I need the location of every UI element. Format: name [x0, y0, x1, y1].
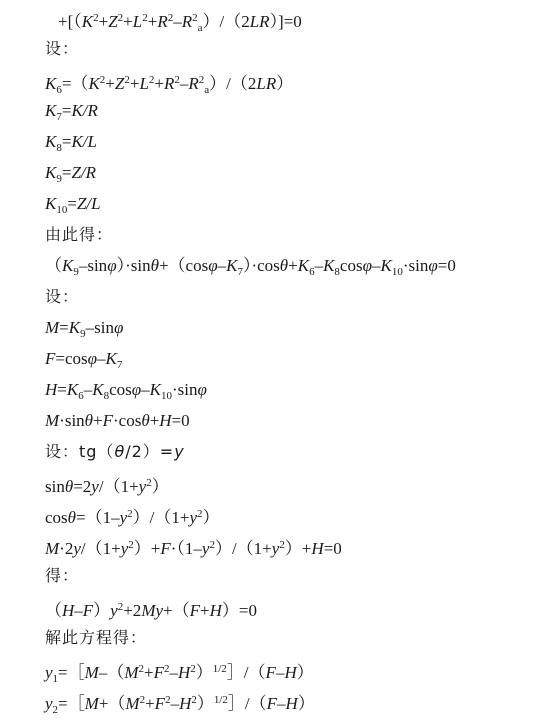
superscript: 2	[174, 74, 180, 86]
text-segment: ·sin	[59, 411, 85, 430]
subscript: 10	[160, 390, 172, 402]
math-variable: Z	[114, 74, 125, 93]
math-variable: θ	[279, 256, 289, 275]
superscript: 2	[192, 12, 198, 24]
text-segment: +（	[98, 694, 126, 713]
superscript: 2	[198, 74, 205, 86]
text-segment: （	[45, 256, 62, 275]
math-variable: K	[62, 256, 74, 275]
text-segment: =［	[58, 663, 85, 682]
text-segment: =	[59, 318, 69, 337]
text-segment: ）	[151, 477, 169, 496]
text-segment: –	[314, 256, 324, 275]
math-variable: Z/L	[76, 194, 101, 213]
text-segment: =	[61, 101, 72, 120]
superscript: 2	[138, 663, 144, 675]
text-segment: –	[217, 256, 227, 275]
superscript: 2	[197, 508, 203, 520]
equation-line	[45, 380, 207, 406]
superscript: 2	[124, 74, 130, 86]
text-segment: 解此方程得：	[45, 628, 148, 647]
math-variable: K	[45, 194, 57, 213]
text-segment: =（	[61, 74, 89, 93]
text-segment: +	[129, 74, 140, 93]
text-segment: ）	[195, 663, 213, 682]
math-variable: H	[284, 663, 297, 682]
math-variable: K	[45, 74, 57, 93]
superscript: 2	[163, 663, 170, 675]
text-line	[45, 287, 79, 307]
subscript: 6	[56, 84, 62, 96]
math-variable: My	[141, 601, 164, 620]
subscript: 2	[52, 704, 59, 716]
math-variable: F	[160, 539, 171, 558]
math-variable: φ	[113, 318, 124, 337]
text-segment: ）·cos	[242, 256, 280, 275]
subscript: 6	[309, 266, 315, 278]
superscript: 2	[146, 477, 152, 489]
superscript: 2	[139, 694, 146, 706]
text-segment: ·sin	[171, 380, 198, 399]
math-variable: M	[45, 539, 60, 558]
text-segment: +2	[123, 601, 142, 620]
superscript: 2	[99, 74, 106, 86]
math-variable: K	[105, 349, 117, 368]
superscript: 2	[190, 663, 196, 675]
subscript: 7	[56, 111, 62, 123]
text-segment: =	[67, 194, 77, 213]
math-variable: θ	[64, 477, 74, 496]
text-segment: ）	[276, 74, 294, 93]
math-variable: M	[45, 318, 60, 337]
math-variable: H	[311, 539, 324, 558]
text-segment: （	[45, 601, 62, 620]
text-segment: ）/（1+	[214, 539, 272, 558]
text-segment: +[（	[58, 12, 82, 31]
superscript: 2	[142, 12, 148, 24]
math-variable: H	[285, 694, 298, 713]
text-segment: =	[57, 380, 67, 399]
text-segment: –sin	[85, 318, 114, 337]
text-segment: +	[123, 12, 133, 31]
math-variable: L	[139, 74, 149, 93]
math-variable: K	[149, 380, 161, 399]
math-variable: K	[88, 74, 100, 93]
equation-line	[45, 473, 169, 497]
math-variable: y	[110, 601, 118, 620]
math-variable: R	[164, 74, 175, 93]
math-variable: φ	[131, 380, 142, 399]
text-line	[45, 39, 79, 59]
superscript: 2	[191, 694, 197, 706]
text-segment: 设：	[45, 287, 80, 306]
math-variable: K	[45, 163, 57, 182]
superscript: 2	[117, 12, 124, 24]
math-variable: K	[66, 380, 79, 399]
equation-line	[45, 132, 97, 158]
text-segment: –	[277, 694, 286, 713]
math-variable: M	[84, 694, 99, 713]
superscript: 2	[167, 12, 174, 24]
equation-line	[45, 256, 456, 282]
math-variable: θ	[150, 256, 159, 275]
text-segment: cos	[109, 380, 132, 399]
text-segment: ）	[196, 694, 214, 713]
math-variable: Z	[108, 12, 118, 31]
math-variable: y	[120, 539, 129, 558]
text-segment: ）	[296, 663, 314, 682]
math-variable: H	[179, 694, 192, 713]
superscript: 2	[165, 694, 171, 706]
math-variable: K	[297, 256, 310, 275]
math-variable: K	[81, 12, 94, 31]
text-segment: ·cos	[113, 411, 142, 430]
subscript: 9	[56, 173, 62, 185]
text-segment: /（1+	[98, 477, 139, 496]
subscript: a	[204, 84, 210, 96]
math-variable: φ	[362, 256, 372, 275]
subscript: 6	[78, 390, 84, 402]
text-segment: –	[170, 694, 180, 713]
superscript: 1/2	[212, 663, 227, 675]
text-segment: –	[179, 74, 189, 93]
text-segment: +	[147, 12, 158, 31]
text-segment: –	[97, 349, 106, 368]
math-variable: R	[188, 74, 199, 93]
math-variable: K/L	[71, 132, 97, 151]
equation-line	[45, 659, 314, 689]
equation-line	[45, 411, 190, 431]
text-segment: +	[143, 663, 154, 682]
math-variable: y	[174, 442, 185, 461]
text-segment: =0	[323, 539, 342, 558]
text-segment: =0	[437, 256, 456, 275]
math-variable: φ	[208, 256, 218, 275]
subscript: a	[197, 22, 203, 34]
text-segment: +	[149, 411, 160, 430]
superscript: 2	[279, 539, 285, 551]
text-line	[45, 442, 185, 462]
text-line	[45, 566, 79, 586]
equation-line	[45, 101, 98, 127]
equation-line	[45, 163, 96, 189]
text-segment: –	[83, 380, 93, 399]
math-variable: K	[45, 101, 57, 120]
text-segment: +	[200, 601, 210, 620]
text-segment: –	[169, 663, 178, 682]
text-segment: ）+	[133, 539, 161, 558]
math-variable: φ	[197, 380, 207, 399]
math-variable: y	[271, 539, 280, 558]
math-variable: F	[153, 663, 164, 682]
equation-line	[45, 504, 220, 528]
math-variable: F	[265, 663, 276, 682]
text-segment: 得：	[45, 566, 80, 585]
subscript: 9	[80, 328, 86, 340]
text-segment: =	[61, 132, 72, 151]
superscript: 2	[209, 539, 215, 551]
equation-line	[45, 690, 315, 720]
superscript: 2	[117, 601, 124, 613]
superscript: 2	[93, 12, 99, 24]
text-segment: –	[372, 256, 381, 275]
text-segment: =cos	[55, 349, 88, 368]
text-segment: =（1–	[76, 508, 120, 527]
equation-line	[58, 8, 302, 38]
text-segment: cos	[45, 508, 68, 527]
text-segment: ·2	[59, 539, 74, 558]
math-variable: K	[380, 256, 392, 275]
math-variable: θ	[84, 411, 94, 430]
math-variable: F	[82, 601, 94, 620]
math-variable: H	[159, 411, 172, 430]
text-segment: +（cos	[158, 256, 209, 275]
text-segment: ·sin	[402, 256, 429, 275]
text-segment: –	[275, 663, 285, 682]
text-segment: /（1+	[80, 539, 121, 558]
math-variable: φ	[428, 256, 438, 275]
subscript: 8	[334, 266, 340, 278]
equation-line	[45, 70, 293, 100]
text-segment: +	[145, 694, 155, 713]
math-variable: y	[73, 539, 81, 558]
text-segment: –sin	[78, 256, 108, 275]
subscript: 8	[103, 390, 110, 402]
text-segment: +	[93, 411, 103, 430]
superscript: 2	[148, 74, 155, 86]
subscript: 1	[52, 673, 59, 685]
math-variable: L	[132, 12, 143, 31]
math-variable: H	[177, 663, 191, 682]
text-segment: ）·sin	[116, 256, 151, 275]
text-segment: ）+	[284, 539, 312, 558]
text-segment: +	[154, 74, 164, 93]
math-variable: K	[68, 318, 81, 337]
text-segment: +	[105, 74, 115, 93]
math-variable: y	[138, 477, 147, 496]
math-variable: M	[125, 694, 140, 713]
subscript: 10	[56, 204, 68, 216]
subscript: 9	[73, 266, 79, 278]
math-variable: K/R	[71, 101, 98, 120]
math-variable: y	[45, 694, 53, 713]
superscript: 1/2	[213, 694, 228, 706]
equation-line	[45, 535, 342, 559]
math-variable: K	[45, 132, 57, 151]
math-variable: θ	[114, 442, 126, 461]
text-segment: ）/（2	[209, 74, 257, 93]
superscript: 2	[128, 539, 134, 551]
text-segment: ）	[93, 601, 111, 620]
subscript: 10	[391, 266, 403, 278]
text-segment: =［	[58, 694, 85, 713]
text-line	[45, 225, 113, 245]
math-variable: F	[45, 349, 56, 368]
text-segment: =	[61, 163, 72, 182]
math-variable: y	[189, 508, 198, 527]
math-variable: M	[124, 663, 139, 682]
text-segment: ）	[297, 694, 315, 713]
math-variable: φ	[87, 349, 98, 368]
subscript: 7	[237, 266, 243, 278]
text-segment: sin	[45, 477, 65, 496]
text-segment: /2）=	[125, 442, 175, 461]
math-variable: R	[181, 12, 193, 31]
math-variable: K	[92, 380, 104, 399]
subscript: 8	[56, 142, 62, 154]
math-variable: θ	[67, 508, 77, 527]
math-variable: LR	[249, 12, 270, 31]
math-variable: K	[226, 256, 238, 275]
math-variable: F	[102, 411, 114, 430]
math-variable: H	[209, 601, 222, 620]
text-segment: +	[98, 12, 109, 31]
superscript: 2	[127, 508, 133, 520]
text-segment: ）/（1+	[132, 508, 190, 527]
math-variable: y	[45, 663, 53, 682]
math-variable: H	[45, 380, 58, 399]
text-segment: –	[141, 380, 150, 399]
text-segment: +	[288, 256, 298, 275]
text-segment: –	[74, 601, 83, 620]
math-variable: y	[201, 539, 210, 558]
text-segment: ）=0	[221, 601, 257, 620]
math-variable: Z/R	[71, 163, 96, 182]
text-segment: cos	[339, 256, 363, 275]
text-segment: –（	[98, 663, 125, 682]
text-segment: –	[173, 12, 182, 31]
text-line	[45, 628, 147, 648]
math-variable: F	[154, 694, 166, 713]
text-segment: 由此得：	[45, 225, 114, 244]
subscript: 7	[116, 359, 123, 371]
text-segment: ］/（	[227, 694, 267, 713]
equation-line	[45, 597, 257, 621]
math-variable: F	[189, 601, 201, 620]
text-segment: =2	[73, 477, 92, 496]
text-segment: 设：tg（	[45, 442, 115, 461]
math-variable: θ	[141, 411, 150, 430]
text-segment: ）	[202, 508, 220, 527]
text-segment: ）/（2	[202, 12, 250, 31]
math-variable: R	[157, 12, 168, 31]
text-segment: 设：	[45, 39, 80, 58]
equation-line	[45, 318, 123, 344]
math-variable: φ	[107, 256, 117, 275]
math-variable: M	[84, 663, 99, 682]
equation-line	[45, 349, 122, 375]
math-variable: H	[62, 601, 75, 620]
equation-line	[45, 194, 101, 220]
math-variable: y	[119, 508, 128, 527]
math-variable: M	[45, 411, 60, 430]
text-segment: +（	[163, 601, 190, 620]
math-variable: F	[266, 694, 278, 713]
text-segment: ·（1–	[170, 539, 202, 558]
math-variable: y	[91, 477, 99, 496]
text-segment: ）]=0	[269, 12, 302, 31]
math-variable: K	[323, 256, 335, 275]
math-variable: LR	[256, 74, 277, 93]
text-segment: =0	[171, 411, 190, 430]
text-segment: ］/（	[226, 663, 266, 682]
